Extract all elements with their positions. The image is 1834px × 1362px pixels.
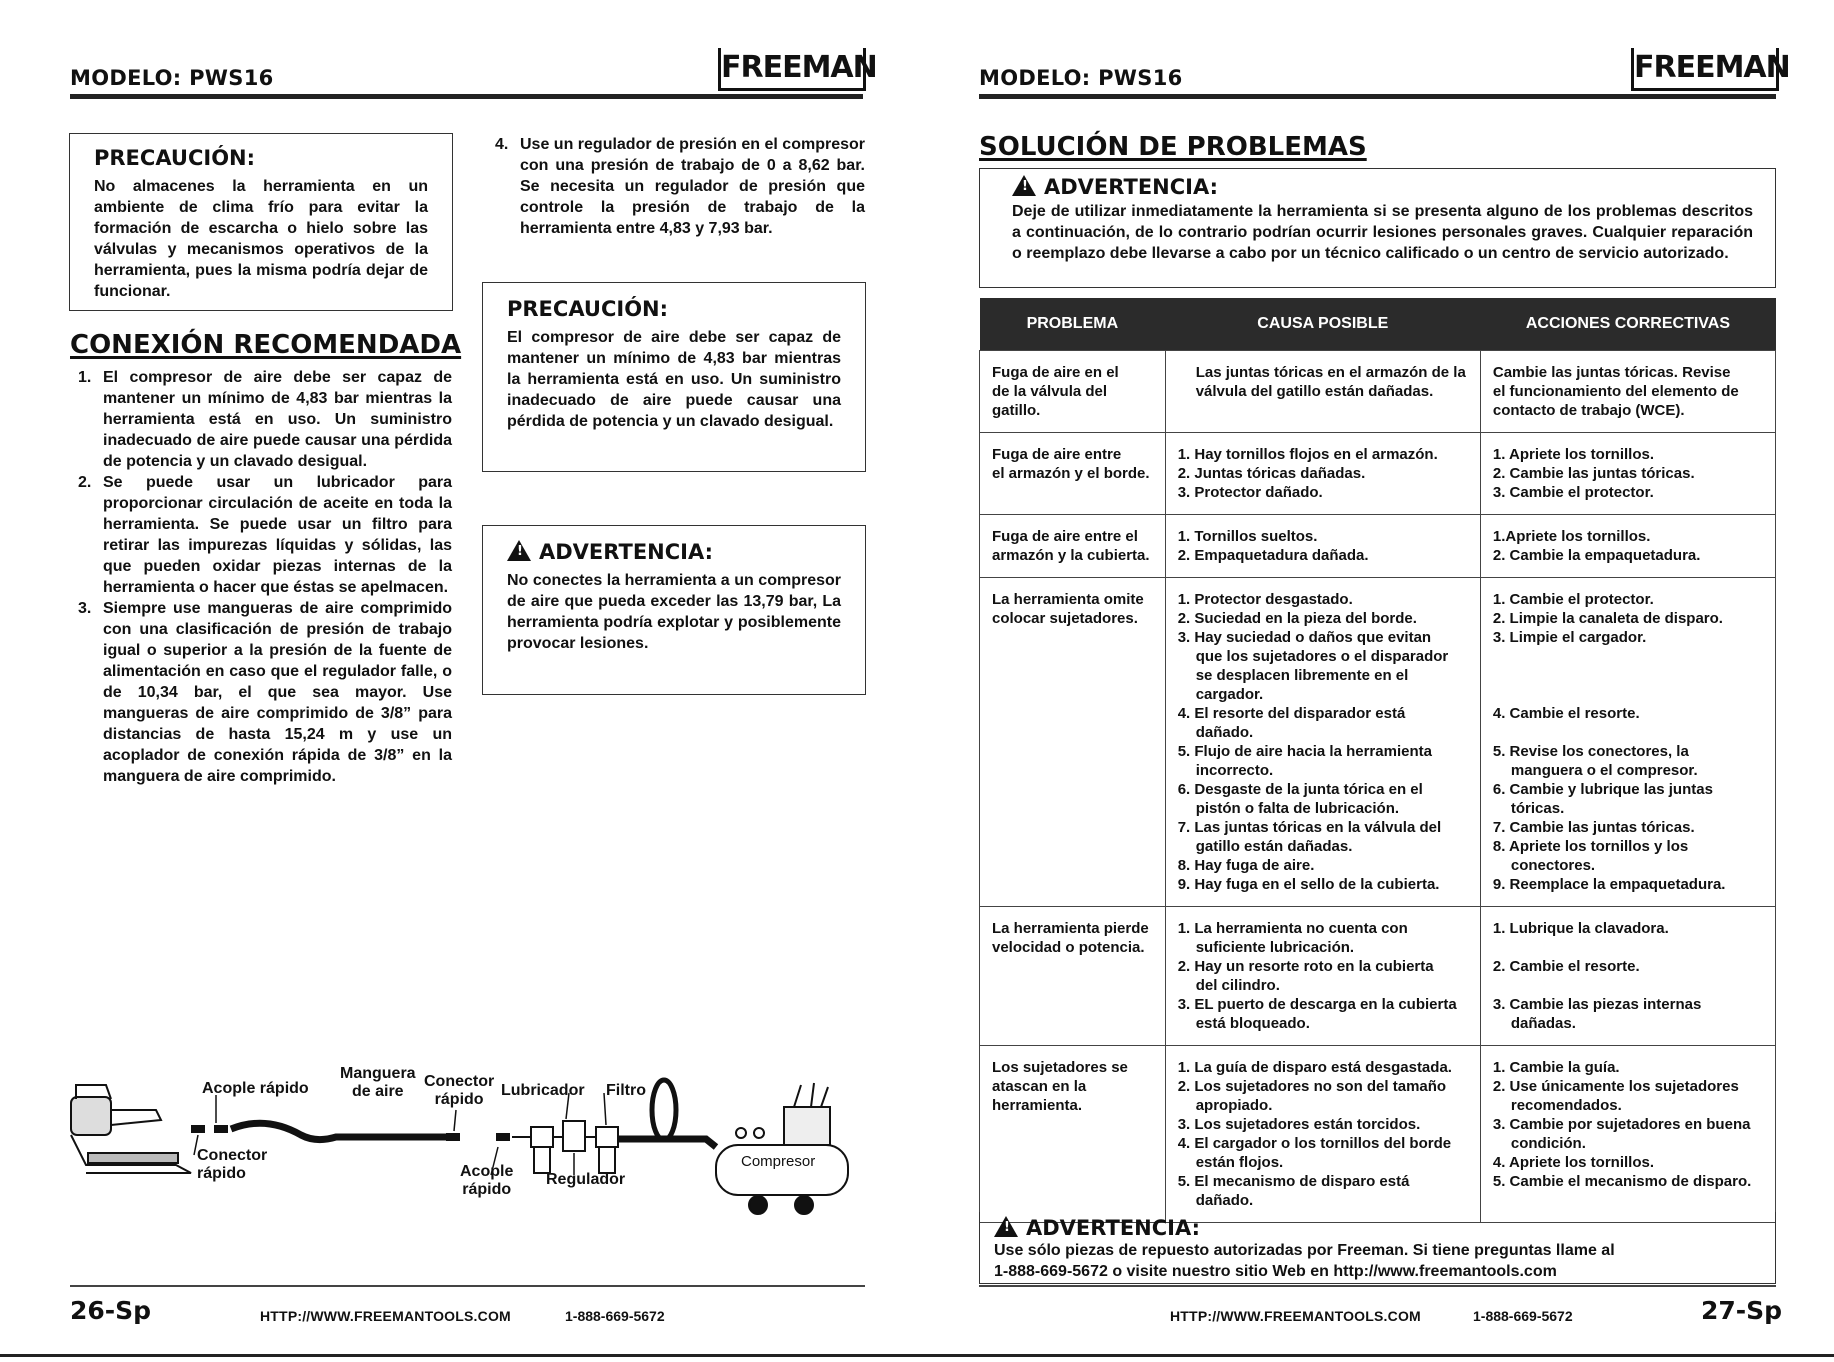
connection-list-cont bbox=[487, 134, 865, 239]
cell-line: 8. Hay fuga de aire. bbox=[1177, 857, 1315, 874]
label-acople-rapido: Acople rápido bbox=[202, 1080, 309, 1097]
cell-line: armazón y la cubierta. bbox=[992, 547, 1150, 564]
header-rule bbox=[979, 94, 1776, 99]
cell-line: se desplacen libremente en el bbox=[1195, 667, 1409, 684]
cell-line bbox=[1493, 976, 1763, 995]
cell-line: 3. Cambie por sujetadores en buena bbox=[1492, 1116, 1751, 1133]
cell-line: atascan en la bbox=[992, 1078, 1087, 1095]
warning-title: ADVERTENCIA: bbox=[1026, 1216, 1201, 1240]
cell-line: 9. Reemplace la empaquetadura. bbox=[1492, 876, 1726, 893]
cell-line: válvula del gatillo están dañadas. bbox=[1195, 383, 1434, 400]
problem-cell bbox=[980, 907, 1166, 1046]
quick-coupler-icon bbox=[191, 1125, 228, 1133]
nailer-icon bbox=[71, 1085, 191, 1173]
cell-line: están flojos. bbox=[1195, 1154, 1284, 1171]
cell-line: 1. La herramienta no cuenta con bbox=[1177, 920, 1408, 937]
cell-line: 2. Cambie la empaquetadura. bbox=[1492, 547, 1701, 564]
cell-line: 1. Tornillos sueltos. bbox=[1177, 528, 1318, 545]
cell-line: 3. Cambie las piezas internas bbox=[1492, 996, 1702, 1013]
cell-line: 3. Los sujetadores están torcidos. bbox=[1177, 1116, 1421, 1133]
footer-url[interactable]: HTTP://WWW.FREEMANTOOLS.COM bbox=[1170, 1308, 1421, 1324]
cell-line: 5. Flujo de aire hacia la herramienta bbox=[1177, 743, 1432, 760]
cell-line: suficiente lubricación. bbox=[1195, 939, 1355, 956]
cell-line bbox=[1493, 685, 1763, 704]
cell-line: 1.Apriete los tornillos. bbox=[1492, 528, 1651, 545]
cell-line: Cambie las juntas tóricas. Revise bbox=[1492, 364, 1731, 381]
label-conector-rapido: Conector rápido bbox=[197, 1147, 268, 1182]
caution-box-compressor bbox=[482, 282, 866, 472]
header-rule bbox=[70, 94, 863, 99]
cell-line: La herramienta omite bbox=[992, 591, 1144, 608]
cell-line: 6. Cambie y lubrique las juntas bbox=[1492, 781, 1713, 798]
table-header-row bbox=[980, 298, 1776, 351]
caution-title: PRECAUCIÓN: bbox=[94, 146, 256, 170]
cell-line: 3. Limpie el cargador. bbox=[1492, 629, 1647, 646]
list-item: 1. El compresor de aire debe ser capaz de mantener un mínimo de 4,83 bar mientras la herramienta está en uso. Un suministro inadecuado de aire puede causar una pérdida de potencia y un clavado desigual. bbox=[78, 369, 452, 470]
warning-box-top bbox=[979, 168, 1776, 288]
bottom-edge-rule bbox=[0, 1354, 1834, 1357]
caution-title: PRECAUCIÓN: bbox=[507, 297, 669, 321]
cell-line: 2. Los sujetadores no son del tamaño bbox=[1177, 1078, 1447, 1095]
section-title: CONEXIÓN RECOMENDADA bbox=[70, 330, 462, 360]
cell-line: de la válvula del gatillo. bbox=[992, 383, 1108, 419]
table-row bbox=[980, 433, 1776, 515]
cell-line bbox=[1493, 647, 1763, 666]
hose-coil bbox=[652, 1080, 676, 1140]
label-compresor: Compresor bbox=[741, 1153, 816, 1170]
label-filtro: Filtro bbox=[606, 1082, 646, 1099]
action-cell bbox=[1480, 515, 1775, 578]
action-cell bbox=[1480, 1046, 1775, 1223]
caution-box-storage bbox=[69, 133, 453, 311]
cell-line bbox=[1493, 723, 1763, 742]
cell-line: dañado. bbox=[1195, 1192, 1254, 1209]
problem-cell bbox=[980, 433, 1166, 515]
cause-cell bbox=[1165, 433, 1480, 515]
warning-text: No conectes la herramienta a un compresor de aire que pueda exceder las 13,79 bar, La herramienta podría explotar y posiblemente provocar lesiones. bbox=[507, 572, 841, 652]
caution-text: No almacenes la herramienta en un ambiente de clima frío para evitar la formación de escarcha o hielo sobre las válvulas y mecanismos operativos de la herramienta, pues la misma podría dejar de funcionar. bbox=[94, 178, 428, 300]
action-cell bbox=[1480, 351, 1775, 433]
cell-line: 2. Limpie la canaleta de disparo. bbox=[1492, 610, 1723, 627]
cell-line: 4. Cambie el resorte. bbox=[1492, 705, 1640, 722]
cell-line: 4. El cargador o los tornillos del borde bbox=[1177, 1135, 1452, 1152]
cell-line: 3. Protector dañado. bbox=[1177, 484, 1323, 501]
cell-line: 2. Juntas tóricas dañadas. bbox=[1177, 465, 1366, 482]
cell-line: velocidad o potencia. bbox=[992, 939, 1145, 956]
footer-phone: 1-888-669-5672 bbox=[565, 1308, 665, 1324]
label-manguera: Manguera de aire bbox=[340, 1065, 416, 1100]
label-conector-rapido-2: Conector rápido bbox=[424, 1073, 495, 1108]
compressor-icon bbox=[716, 1083, 848, 1214]
cell-line: Las juntas tóricas en el armazón de la bbox=[1195, 364, 1466, 381]
cell-line: pistón o falta de lubricación. bbox=[1195, 800, 1400, 817]
cell-line: 1. La guía de disparo está desgastada. bbox=[1177, 1059, 1452, 1076]
table-row bbox=[980, 515, 1776, 578]
cell-line: Los sujetadores se bbox=[992, 1059, 1128, 1076]
cell-line: Fuga de aire entre bbox=[992, 446, 1122, 463]
cell-line: dañadas. bbox=[1510, 1015, 1576, 1032]
cell-line: 1. Cambie el protector. bbox=[1492, 591, 1654, 608]
problem-cell bbox=[980, 351, 1166, 433]
cell-line: apropiado. bbox=[1195, 1097, 1273, 1114]
cell-line: 3. Hay suciedad o daños que evitan bbox=[1177, 629, 1432, 646]
section-title: SOLUCIÓN DE PROBLEMAS bbox=[979, 132, 1367, 162]
cell-line: del cilindro. bbox=[1195, 977, 1280, 994]
freeman-logo: FREEMAN bbox=[1631, 48, 1779, 91]
problem-cell bbox=[980, 1046, 1166, 1223]
warning-title: ADVERTENCIA: bbox=[1044, 175, 1219, 199]
model-label: MODELO: PWS16 bbox=[70, 66, 274, 90]
cell-line: incorrecto. bbox=[1195, 762, 1274, 779]
footer-url[interactable]: HTTP://WWW.FREEMANTOOLS.COM bbox=[260, 1308, 511, 1324]
problem-cell bbox=[980, 578, 1166, 907]
action-cell bbox=[1480, 907, 1775, 1046]
cell-line: 1. Hay tornillos flojos en el armazón. bbox=[1177, 446, 1438, 463]
cell-line: 5. Cambie el mecanismo de disparo. bbox=[1492, 1173, 1752, 1190]
page-number: 26-Sp bbox=[70, 1296, 152, 1325]
model-label: MODELO: PWS16 bbox=[979, 66, 1183, 90]
cause-cell bbox=[1165, 351, 1480, 433]
table-row bbox=[980, 351, 1776, 433]
action-cell bbox=[1480, 433, 1775, 515]
warning-title: ADVERTENCIA: bbox=[539, 540, 714, 564]
cell-line: herramienta. bbox=[992, 1097, 1083, 1114]
cell-line: 4. Apriete los tornillos. bbox=[1492, 1154, 1655, 1171]
troubleshooting-table bbox=[979, 298, 1776, 1223]
problem-cell bbox=[980, 515, 1166, 578]
cell-line: 5. Revise los conectores, la bbox=[1492, 743, 1689, 760]
cell-line: que los sujetadores o el disparador bbox=[1195, 648, 1449, 665]
warning-icon bbox=[994, 1216, 1018, 1237]
cell-line: 1. Cambie la guía. bbox=[1492, 1059, 1620, 1076]
cell-line: La herramienta pierde bbox=[992, 920, 1149, 937]
label-lubricador: Lubricador bbox=[501, 1082, 585, 1099]
warning-line-2: 1-888-669-5672 o visite nuestro sitio Web en http://www.freemantools.com bbox=[994, 1263, 1557, 1280]
cell-line bbox=[1493, 666, 1763, 685]
column-header-problem: PROBLEMA bbox=[980, 298, 1166, 351]
cell-line: 1. Apriete los tornillos. bbox=[1492, 446, 1655, 463]
list-item: 2. Se puede usar un lubricador para proporcionar circulación de aceite en toda la herramienta. Se puede usar un filtro para retirar las impurezas líquidas y sólidas, las que pueden oxidar piezas internas de la herramienta o hacer que éstas se apelmacen. bbox=[78, 474, 452, 596]
label-acople-rapido-2: Acople rápido bbox=[460, 1163, 514, 1198]
list-item: 3. Siempre use mangueras de aire comprimido con una clasificación de presión de trabajo igual o superior a la presión de la fuente de alimentación en caso que el regulador falle, o de 10,34 bar, el que sea mayor. Use mangueras de aire comprimido de 3/8” para distancias de hasta 15,24 m y use un acoplador de conexión rápida de 3/8” en la manguera de aire comprimido. bbox=[78, 600, 452, 785]
cause-cell bbox=[1165, 907, 1480, 1046]
cell-line: 8. Apriete los tornillos y los bbox=[1492, 838, 1689, 855]
cell-line: condición. bbox=[1510, 1135, 1586, 1152]
cell-line: Fuga de aire entre el bbox=[992, 528, 1138, 545]
warning-box-bottom bbox=[979, 1212, 1776, 1284]
cell-line: 9. Hay fuga en el sello de la cubierta. bbox=[1177, 876, 1440, 893]
cell-line: 1. Protector desgastado. bbox=[1177, 591, 1353, 608]
page-number: 27-Sp bbox=[1701, 1296, 1783, 1325]
caution-text: El compresor de aire debe ser capaz de mantener un mínimo de 4,83 bar mientras la herramienta está en uso. Un suministro inadecuado de aire puede causar una pérdida de potencia y un clavado desigual. bbox=[507, 329, 841, 430]
right-page bbox=[917, 0, 1834, 1362]
cell-line: 1. Lubrique la clavadora. bbox=[1492, 920, 1669, 937]
cell-line: Fuga de aire en el bbox=[992, 364, 1119, 381]
label-regulador: Regulador bbox=[546, 1171, 626, 1188]
cell-line: 2. Hay un resorte roto en la cubierta bbox=[1177, 958, 1434, 975]
cell-line: 4. El resorte del disparador está bbox=[1177, 705, 1406, 722]
cell-line: colocar sujetadores. bbox=[992, 610, 1138, 627]
freeman-logo: FREEMAN bbox=[718, 48, 866, 91]
cell-line bbox=[1493, 938, 1763, 957]
warning-icon bbox=[1012, 175, 1036, 196]
cell-line: 2. Empaquetadura dañada. bbox=[1177, 547, 1369, 564]
connection-diagram bbox=[66, 1055, 866, 1225]
cell-line: 2. Cambie el resorte. bbox=[1492, 958, 1640, 975]
warning-icon bbox=[507, 540, 531, 561]
cause-cell bbox=[1165, 578, 1480, 907]
table-row bbox=[980, 578, 1776, 907]
footer-rule bbox=[979, 1285, 1776, 1287]
cell-line: manguera o el compresor. bbox=[1510, 762, 1698, 779]
cell-line: 2. Use únicamente los sujetadores bbox=[1492, 1078, 1739, 1095]
cell-line: está bloqueado. bbox=[1195, 1015, 1310, 1032]
cell-line: 2. Cambie las juntas tóricas. bbox=[1492, 465, 1695, 482]
footer-phone: 1-888-669-5672 bbox=[1473, 1308, 1573, 1324]
column-header-actions: ACCIONES CORRECTIVAS bbox=[1480, 298, 1775, 351]
cell-line: 7. Cambie las juntas tóricas. bbox=[1492, 819, 1695, 836]
list-item: 4. Use un regulador de presión en el compresor con una presión de trabajo de 0 a 8,62 bar. Se necesita un regulador de presión que controle la presión de trabajo de la herramienta entre 4,83 y 7,93 bar. bbox=[495, 136, 865, 237]
cell-line: 3. Cambie el protector. bbox=[1492, 484, 1654, 501]
cell-line: conectores. bbox=[1510, 857, 1596, 874]
cell-line: el funcionamiento del elemento de bbox=[1492, 383, 1739, 400]
warning-box-pressure bbox=[482, 525, 866, 695]
warning-text: Deje de utilizar inmediatamente la herramienta si se presenta alguno de los problemas descritos a continuación, de lo contrario podrían ocurrir lesiones personales graves. Cualquier reparación o reemplazo debe llevarse a cabo por un técnico calificado o un centro de servicio autorizado. bbox=[1012, 203, 1753, 262]
table-row bbox=[980, 907, 1776, 1046]
air-hose bbox=[231, 1123, 446, 1139]
cell-line: dañado. bbox=[1195, 724, 1254, 741]
cell-line: 7. Las juntas tóricas en la válvula del bbox=[1177, 819, 1442, 836]
action-cell bbox=[1480, 578, 1775, 907]
connection-list bbox=[70, 367, 452, 787]
table-row bbox=[980, 1046, 1776, 1223]
column-header-cause: CAUSA POSIBLE bbox=[1165, 298, 1480, 351]
cell-line: 6. Desgaste de la junta tórica en el bbox=[1177, 781, 1423, 798]
cell-line: 3. EL puerto de descarga en la cubierta bbox=[1177, 996, 1457, 1013]
footer-rule bbox=[70, 1285, 865, 1287]
cell-line: contacto de trabajo (WCE). bbox=[1492, 402, 1685, 419]
quick-coupler-icon bbox=[446, 1133, 510, 1141]
cell-line: recomendados. bbox=[1510, 1097, 1622, 1114]
cell-line: 5. El mecanismo de disparo está bbox=[1177, 1173, 1410, 1190]
cell-line: cargador. bbox=[1195, 686, 1264, 703]
cell-line: el armazón y el borde. bbox=[992, 465, 1150, 482]
cell-line: tóricas. bbox=[1510, 800, 1565, 817]
cause-cell bbox=[1165, 1046, 1480, 1223]
cell-line: 2. Suciedad en la pieza del borde. bbox=[1177, 610, 1417, 627]
warning-line-1: Use sólo piezas de repuesto autorizadas por Freeman. Si tiene preguntas llame al bbox=[994, 1242, 1615, 1259]
cell-line: gatillo están dañadas. bbox=[1195, 838, 1353, 855]
cause-cell bbox=[1165, 515, 1480, 578]
